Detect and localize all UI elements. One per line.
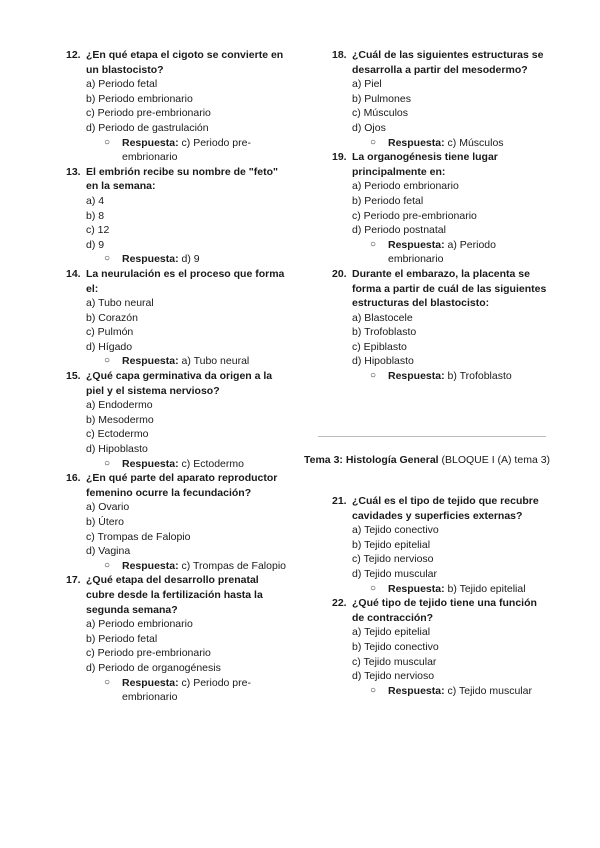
option-item: d) Periodo de gastrulación — [86, 121, 209, 134]
question-item — [332, 267, 548, 384]
option-item: d) Hígado — [86, 340, 133, 353]
option-item: c) Periodo pre-embrionario — [86, 647, 211, 660]
section-divider — [318, 436, 546, 437]
question-item — [66, 471, 288, 573]
question-number: 20. — [332, 267, 347, 280]
answer-label: Respuesta: — [122, 253, 179, 266]
option-item: c) Periodo pre-embrionario — [86, 107, 211, 120]
answer-label: Respuesta: — [122, 355, 179, 368]
option-item: c) Ectodermo — [86, 428, 149, 441]
topic-title: Tema 3: Histología General — [304, 454, 439, 466]
question-number: 12. — [66, 49, 81, 61]
option-item: b) Trofoblasto — [352, 326, 417, 339]
answer-label: Respuesta: — [388, 370, 445, 383]
option-item: a) Periodo fetal — [86, 78, 158, 91]
option-item: b) Periodo fetal — [352, 194, 424, 207]
answer-line — [86, 136, 288, 165]
question-number: 22. — [332, 597, 347, 610]
answer-value: c) Periodo pre-embrionario — [122, 136, 251, 164]
option-item: c) 12 — [86, 224, 110, 237]
options-list — [86, 398, 288, 456]
answer-value: c) Ectodermo — [181, 457, 244, 470]
question-text: ¿Cuál de las siguientes estructuras se desarrolla a partir del mesodermo? — [352, 49, 544, 76]
option-item: a) Tejido conectivo — [352, 524, 439, 537]
question-number: 17. — [66, 574, 81, 587]
answer-line — [352, 582, 548, 597]
option-item: a) Endodermo — [86, 399, 153, 412]
option-item: a) Tejido epitelial — [352, 626, 431, 639]
answer-label: Respuesta: — [388, 136, 445, 149]
answer-line — [86, 457, 288, 472]
question-item — [66, 573, 288, 704]
answer-value: c) Trompas de Falopio — [181, 559, 286, 572]
answer-value: b) Tejido epitelial — [447, 582, 526, 595]
option-item: d) Hipoblasto — [86, 443, 148, 456]
question-item — [66, 267, 288, 369]
question-number: 21. — [332, 495, 347, 507]
option-item: d) Periodo de organogénesis — [86, 661, 221, 674]
question-text: ¿Qué etapa del desarrollo prenatal cubre desde la fertilización hasta la segunda semana? — [86, 574, 263, 616]
answer-line — [86, 354, 288, 369]
option-item: b) 8 — [86, 209, 105, 222]
answer-label: Respuesta: — [388, 238, 445, 251]
question-text: La neurulación es el proceso que forma el: — [86, 267, 285, 295]
hollow-bullet-icon: ○ — [370, 238, 377, 250]
answer-line — [352, 369, 548, 384]
answer-label: Respuesta: — [388, 582, 445, 595]
answer-value: a) Tubo neural — [181, 355, 250, 368]
option-item: d) Tejido nervioso — [352, 670, 435, 683]
option-item: a) Periodo embrionario — [352, 180, 459, 193]
hollow-bullet-icon: ○ — [104, 136, 111, 148]
question-text: ¿En qué etapa el cigoto se convierte en un blastocisto? — [86, 49, 284, 76]
question-number: 14. — [66, 267, 81, 280]
hollow-bullet-icon: ○ — [104, 559, 111, 571]
question-text: ¿Qué capa germinativa da origen a la piel y el sistema nervioso? — [86, 370, 273, 397]
option-item: a) 4 — [86, 194, 105, 207]
answer-label: Respuesta: — [122, 136, 179, 149]
hollow-bullet-icon: ○ — [370, 136, 377, 148]
answer-line — [352, 684, 548, 699]
options-list — [352, 311, 548, 369]
option-item: b) Tejido conectivo — [352, 640, 439, 653]
option-item: c) Trompas de Falopio — [86, 530, 191, 543]
answer-label: Respuesta: — [122, 457, 179, 470]
option-item: c) Periodo pre-embrionario — [352, 209, 477, 222]
question-item — [66, 48, 288, 165]
option-item: a) Tubo neural — [86, 297, 154, 310]
left-column — [66, 48, 288, 705]
answer-value: a) Periodo embrionario — [388, 238, 496, 266]
option-item: a) Periodo embrionario — [86, 618, 193, 631]
question-number: 19. — [332, 151, 347, 164]
answer-value: d) 9 — [181, 253, 200, 266]
option-item: b) Tejido epitelial — [352, 538, 431, 551]
question-number: 13. — [66, 165, 81, 178]
options-list — [352, 77, 548, 135]
question-item — [66, 165, 288, 267]
question-text: ¿Qué tipo de tejido tiene una función de contracción? — [352, 597, 537, 624]
option-item: d) Hipoblasto — [352, 355, 414, 368]
options-list — [86, 296, 288, 354]
answer-label: Respuesta: — [122, 676, 179, 689]
option-item: c) Tejido nervioso — [352, 553, 434, 566]
option-item: c) Tejido muscular — [352, 655, 437, 668]
topic-questions-column — [332, 494, 548, 698]
hollow-bullet-icon: ○ — [104, 457, 111, 469]
options-list — [352, 625, 548, 683]
option-item: c) Músculos — [352, 107, 409, 120]
question-item — [332, 48, 548, 150]
answer-line — [352, 238, 548, 267]
question-text: El embrión recibe su nombre de "feto" en la semana: — [86, 165, 278, 193]
answer-line — [352, 136, 548, 151]
options-list — [352, 523, 548, 581]
question-item — [332, 150, 548, 267]
question-text: ¿En qué parte del aparato reproductor femenino ocurre la fecundación? — [86, 472, 278, 499]
answer-line — [86, 559, 288, 574]
options-list — [352, 179, 548, 237]
option-item: d) 9 — [86, 238, 105, 251]
question-number: 16. — [66, 472, 81, 485]
hollow-bullet-icon: ○ — [104, 676, 111, 688]
option-item: b) Pulmones — [352, 92, 411, 105]
hollow-bullet-icon: ○ — [370, 582, 377, 594]
question-number: 18. — [332, 49, 347, 61]
topic-heading — [304, 453, 552, 468]
option-item: d) Periodo postnatal — [352, 224, 446, 237]
option-item: c) Epiblasto — [352, 340, 407, 353]
question-item — [332, 494, 548, 596]
options-list — [86, 500, 288, 558]
answer-line — [86, 252, 288, 267]
topic-suffix: (BLOQUE I (A) tema 3) — [438, 454, 551, 466]
answer-value: b) Trofoblasto — [447, 370, 512, 383]
answer-value: c) Músculos — [447, 136, 504, 149]
hollow-bullet-icon: ○ — [104, 253, 111, 265]
question-text: ¿Cuál es el tipo de tejido que recubre cavidades y superficies externas? — [352, 495, 539, 522]
options-list — [86, 194, 288, 252]
option-item: b) Corazón — [86, 311, 138, 324]
right-column — [332, 48, 548, 384]
question-item — [66, 369, 288, 471]
option-item: c) Pulmón — [86, 326, 134, 339]
answer-label: Respuesta: — [122, 559, 179, 572]
options-list — [86, 617, 288, 675]
option-item: d) Tejido muscular — [352, 567, 438, 580]
option-item: b) Periodo embrionario — [86, 92, 193, 105]
option-item: b) Periodo fetal — [86, 632, 158, 645]
option-item: a) Blastocele — [352, 311, 413, 324]
option-item: b) Útero — [86, 516, 124, 528]
option-item: a) Ovario — [86, 501, 130, 514]
question-number: 15. — [66, 370, 81, 383]
option-item: a) Piel — [352, 78, 382, 91]
answer-label: Respuesta: — [388, 684, 445, 697]
answer-value: c) Periodo pre-embrionario — [122, 676, 251, 704]
option-item: b) Mesodermo — [86, 413, 154, 426]
question-text: La organogénesis tiene lugar principalmente en: — [352, 151, 498, 178]
answer-line — [86, 676, 288, 705]
hollow-bullet-icon: ○ — [370, 370, 377, 382]
hollow-bullet-icon: ○ — [104, 355, 111, 367]
question-text: Durante el embarazo, la placenta se forma a partir de cuál de las siguientes estructuras del blastocisto: — [352, 267, 547, 310]
option-item: d) Vagina — [86, 545, 131, 558]
answer-value: c) Tejido muscular — [447, 684, 532, 697]
options-list — [86, 77, 288, 135]
option-item: d) Ojos — [352, 121, 386, 134]
question-item — [332, 596, 548, 698]
hollow-bullet-icon: ○ — [370, 684, 377, 696]
